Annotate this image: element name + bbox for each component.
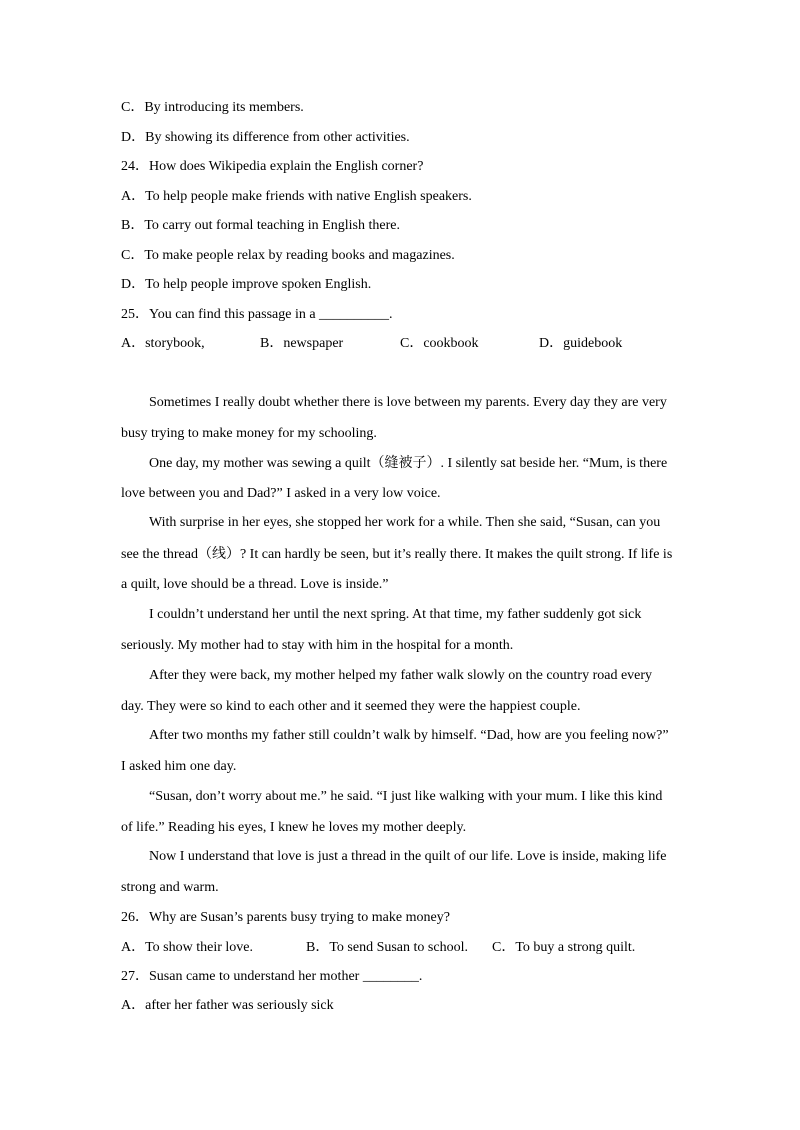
q26-option-a: A．To show their love.	[121, 940, 254, 955]
passage-line: love between you and Dad?” I asked in a very low voice.	[121, 486, 441, 501]
passage-line: I asked him one day.	[121, 759, 237, 774]
passage-line: One day, my mother was sewing a quilt（缝被子）. I silently sat beside her. “Mum, is there	[149, 456, 668, 471]
passage-line: I couldn’t understand her until the next spring. At that time, my father suddenly got sick	[149, 607, 642, 622]
passage-line: of life.” Reading his eyes, I knew he loves my mother deeply.	[121, 820, 467, 835]
q24-option-c: C．To make people relax by reading books and magazines.	[121, 248, 455, 263]
passage-line: After they were back, my mother helped my father walk slowly on the country road every	[149, 668, 653, 683]
passage-line: Now I understand that love is just a thread in the quilt of our life. Love is inside, making life	[149, 849, 667, 864]
passage-line: a quilt, love should be a thread. Love is inside.”	[121, 577, 389, 592]
q26-question: 26．Why are Susan’s parents busy trying to make money?	[121, 910, 450, 925]
q27-question: 27．Susan came to understand her mother ________.	[121, 969, 423, 984]
q25-option-b: B．newspaper	[260, 336, 344, 351]
passage-line: strong and warm.	[121, 880, 219, 895]
q26-option-c: C．To buy a strong quilt.	[492, 940, 636, 955]
q24-option-d: D．To help people improve spoken English.	[121, 277, 372, 292]
passage-line: “Susan, don’t worry about me.” he said. “I just like walking with your mum. I like this kind	[149, 789, 663, 804]
q25-question: 25．You can find this passage in a __________.	[121, 307, 393, 322]
q23-option-d: D．By showing its difference from other activities.	[121, 130, 410, 145]
q24-question: 24．How does Wikipedia explain the English corner?	[121, 159, 424, 174]
q24-option-a: A．To help people make friends with native English speakers.	[121, 189, 472, 204]
q27-option-a: A．after her father was seriously sick	[121, 998, 334, 1013]
q26-option-b: B．To send Susan to school.	[306, 940, 468, 955]
passage-line: Sometimes I really doubt whether there is love between my parents. Every day they are very	[149, 395, 667, 410]
q23-option-c: C．By introducing its members.	[121, 100, 304, 115]
passage-line: day. They were so kind to each other and it seemed they were the happiest couple.	[121, 699, 581, 714]
q25-option-d: D．guidebook	[539, 336, 623, 351]
passage-line: seriously. My mother had to stay with him in the hospital for a month.	[121, 638, 514, 653]
q25-option-c: C．cookbook	[400, 336, 479, 351]
q25-option-a: A．storybook,	[121, 336, 205, 351]
passage-line: After two months my father still couldn’t walk by himself. “Dad, how are you feeling now?”	[149, 728, 669, 743]
passage-line: busy trying to make money for my schooling.	[121, 426, 377, 441]
passage-line: With surprise in her eyes, she stopped her work for a while. Then she said, “Susan, can you	[149, 515, 661, 530]
q24-option-b: B．To carry out formal teaching in English there.	[121, 218, 400, 233]
passage-line: see the thread（线）? It can hardly be seen, but it’s really there. It makes the quilt strong. If life is	[121, 547, 673, 562]
